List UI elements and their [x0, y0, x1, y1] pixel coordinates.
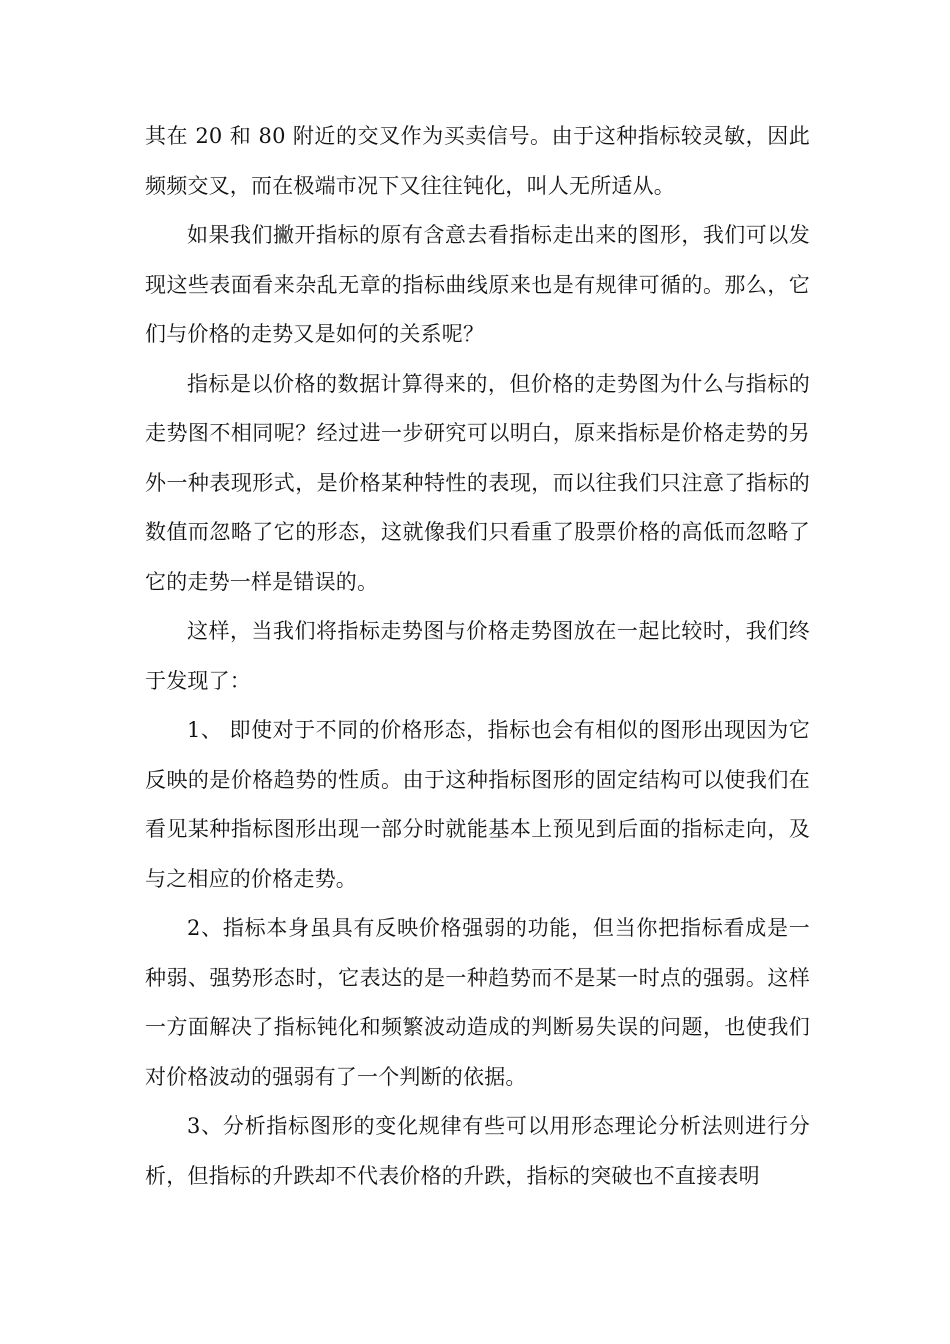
paragraph-explanation: 指标是以价格的数据计算得来的，但价格的走势图为什么与指标的走势图不相同呢？经过进一步研究可以明白，原来指标是价格走势的另外一种表现形式，是价格某种特性的表现，而以往我们只注意了指标的数值而忽略了它的形态，这就像我们只看重了股票价格的高低而忽略了它的走势一样是错误的。: [145, 371, 810, 594]
paragraph-point-3: 3、分析指标图形的变化规律有些可以用形态理论分析法则进行分析，但指标的升跌却不代表价格的升跌，指标的突破也不直接表明: [145, 1114, 810, 1188]
paragraph-point-1: 1、 即使对于不同的价格形态，指标也会有相似的图形出现因为它反映的是价格趋势的性质。由于这种指标图形的固定结构可以使我们在看见某种指标图形出现一部分时就能基本上预见到后面的指标走向，及与之相应的价格走势。: [145, 718, 810, 891]
paragraph-finding: 这样，当我们将指标走势图与价格走势图放在一起比较时，我们终于发现了：: [145, 619, 810, 693]
paragraph-question: 如果我们撇开指标的原有含意去看指标走出来的图形，我们可以发现这些表面看来杂乱无章的指标曲线原来也是有规律可循的。那么，它们与价格的走势又是如何的关系呢？: [145, 223, 810, 346]
paragraph-point-2: 2、指标本身虽具有反映价格强弱的功能，但当你把指标看成是一种弱、强势形态时，它表达的是一种趋势而不是某一时点的强弱。这样一方面解决了指标钝化和频繁波动造成的判断易失误的问题，也使我们对价格波动的强弱有了一个判断的依据。: [145, 916, 810, 1089]
document-page: [145, 112, 810, 1201]
paragraph-continued: 其在 20 和 80 附近的交叉作为买卖信号。由于这种指标较灵敏，因此频频交叉，而在极端市况下又往往钝化，叫人无所适从。: [145, 124, 810, 198]
